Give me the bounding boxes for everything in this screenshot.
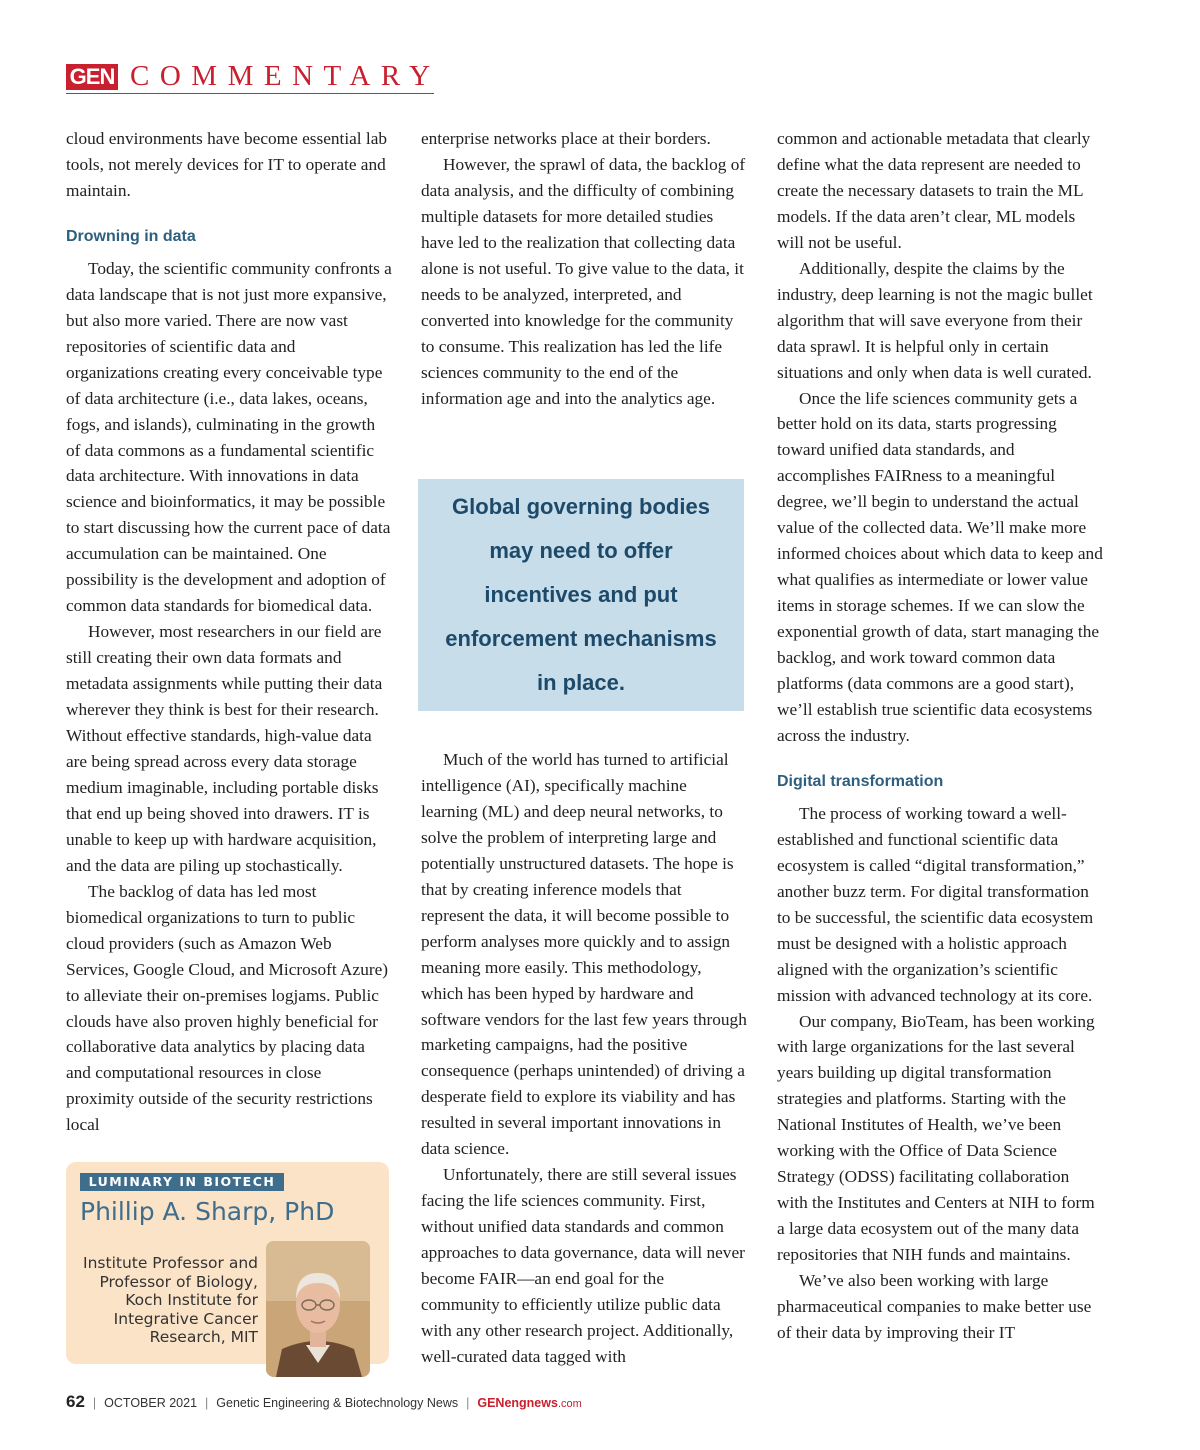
luminary-tag: LUMINARY IN BIOTECH — [80, 1173, 284, 1191]
article-column-1 — [66, 126, 392, 1138]
footer-divider: | — [92, 1396, 97, 1410]
paragraph: Today, the scientific community confronts a data landscape that is not just more expansive, but also more varied. There are now vast repositories of scientific data and organizations creating every conceivable type of data architecture (i.e., data lakes, oceans, fogs, and islands), culminating in the growth of data commons as a fundamental scientific data architecture. With innovations in data science and bioinformatics, it may be possible to start discussing how the current pace of data accumulation can be maintained. One possibility is the development and adoption of common data standards for biomedical data. — [66, 258, 392, 616]
article-column-2 — [421, 126, 747, 411]
subhead-drowning-in-data: Drowning in data — [66, 227, 196, 245]
paragraph: enterprise networks place at their borders. — [421, 129, 711, 148]
subhead-digital-transformation: Digital transformation — [777, 772, 944, 790]
footer-divider: | — [205, 1396, 209, 1410]
article-column-3 — [777, 126, 1103, 1346]
website-suffix: .com — [557, 1398, 582, 1410]
paragraph: Much of the world has turned to artificial intelligence (AI), specifically machine learning (ML) and deep neural networks, to solve the problem of interpreting large and potentially unstructured datasets. The hope is that by creating inference models that represent the data, it will become possible to perform analyses more quickly and to assign meaning more easily. This methodology, which has been hyped by hardware and software vendors for the last few years through marketing campaigns, had the positive consequence (perhaps unintended) of driving a desperate field to explore its viability and has resulted in several important innovations in data science. — [421, 750, 747, 1159]
paragraph: We’ve also been working with large pharmaceutical companies to make better use of their data by improving their IT — [777, 1271, 1092, 1342]
paragraph: Our company, BioTeam, has been working with large organizations for the last several years building up digital transformation strategies and platforms. Starting with the National Institutes of Health, we’ve been working with the Office of Data Science Strategy (ODSS) facilitating collaboration with the Institutes and Centers at NIH to form a large data ecosystem out of the many data repositories that NIH funds and maintains. — [777, 1011, 1095, 1265]
paragraph: The process of working toward a well-established and functional scientific data ecosystem is called “digital transformation,” another buzz term. For digital transformation to be successful, the scientific data ecosystem must be designed with a holistic approach aligned with the organization’s scientific mission with advanced technology at its core. — [777, 803, 1094, 1005]
paragraph: common and actionable metadata that clearly define what the data represent are needed to create the necessary datasets to train the ML models. If the data aren’t clear, ML models will not be useful. — [777, 129, 1091, 252]
page-number: 62 — [66, 1392, 85, 1411]
paragraph: However, the sprawl of data, the backlog of data analysis, and the difficulty of combining multiple datasets for more detailed studies have led to the realization that collecting data alone is not useful. To give value to the data, it needs to be analyzed, interpreted, and converted into knowledge for the community to consume. This realization has led the life sciences community to the end of the information age and into the analytics age. — [421, 154, 746, 408]
footer-divider: | — [466, 1396, 470, 1410]
luminary-description: Institute Professor and Professor of Biology, Koch Institute for Integrative Cancer Research, MIT — [83, 1254, 258, 1346]
paragraph: The backlog of data has led most biomedical organizations to turn to public cloud providers (such as Amazon Web Services, Google Cloud, and Microsoft Azure) to alleviate their on-premises logjams. Public clouds have also proven highly beneficial for collaborative data analytics by placing data and computational resources in close proximity outside of the security restrictions local — [66, 881, 389, 1135]
paragraph: Once the life sciences community gets a better hold on its data, starts progressing toward unified data standards, and accomplishes FAIRness to a meaningful degree, we’ll begin to understand the actual value of the collected data. We’ll make more informed choices about which data to keep and what qualifies as intermediate or lower value items in storage schemes. If we can slow the exponential growth of data, start managing the backlog, and work toward common data platforms (data commons are a good start), we’ll establish true scientific data ecosystems across the industry. — [777, 388, 1103, 745]
article-column-2-continued — [421, 747, 747, 1370]
pull-quote — [418, 479, 744, 711]
paragraph: cloud environments have become essential lab tools, not merely devices for IT to operate and maintain. — [66, 129, 388, 200]
paragraph: Unfortunately, there are still several issues facing the life sciences community. First, without unified data standards and common approaches to data governance, data will never become FAIR—an end goal for the community to efficiently utilize public data with any other research project. Additionally, well-curated data tagged with — [421, 1165, 745, 1366]
luminary-box — [66, 1162, 389, 1364]
section-title: COMMENTARY — [130, 60, 441, 92]
luminary-portrait-photo — [266, 1241, 370, 1377]
issue-date: OCTOBER 2021 — [104, 1396, 198, 1410]
page-footer — [66, 1392, 582, 1412]
portrait-illustration — [266, 1241, 370, 1377]
paragraph: However, most researchers in our field are still creating their own data formats and metadata assignments while putting their data wherever they think is best for their research. Without effective standards, high-value data are being spread across every data storage medium imaginable, including portable disks that end up being shoved into drawers. IT is unable to keep up with hardware acquisition, and the data are piling up stochastically. — [66, 622, 383, 875]
pull-quote-text: Global governing bodies may need to offer incentives and put enforcement mechanisms in place. — [445, 494, 717, 695]
masthead — [66, 60, 441, 94]
website-main: GENengnews — [477, 1396, 558, 1410]
paragraph: Additionally, despite the claims by the industry, deep learning is not the magic bullet algorithm that will save everyone from their data sprawl. It is helpful only in certain situations and only when data is well curated. — [777, 258, 1093, 382]
luminary-name: Phillip A. Sharp, PhD — [80, 1197, 335, 1226]
publication-name: Genetic Engineering & Biotechnology News — [216, 1396, 459, 1410]
gen-logo: GEN — [66, 64, 118, 90]
website-link[interactable] — [477, 1396, 581, 1410]
